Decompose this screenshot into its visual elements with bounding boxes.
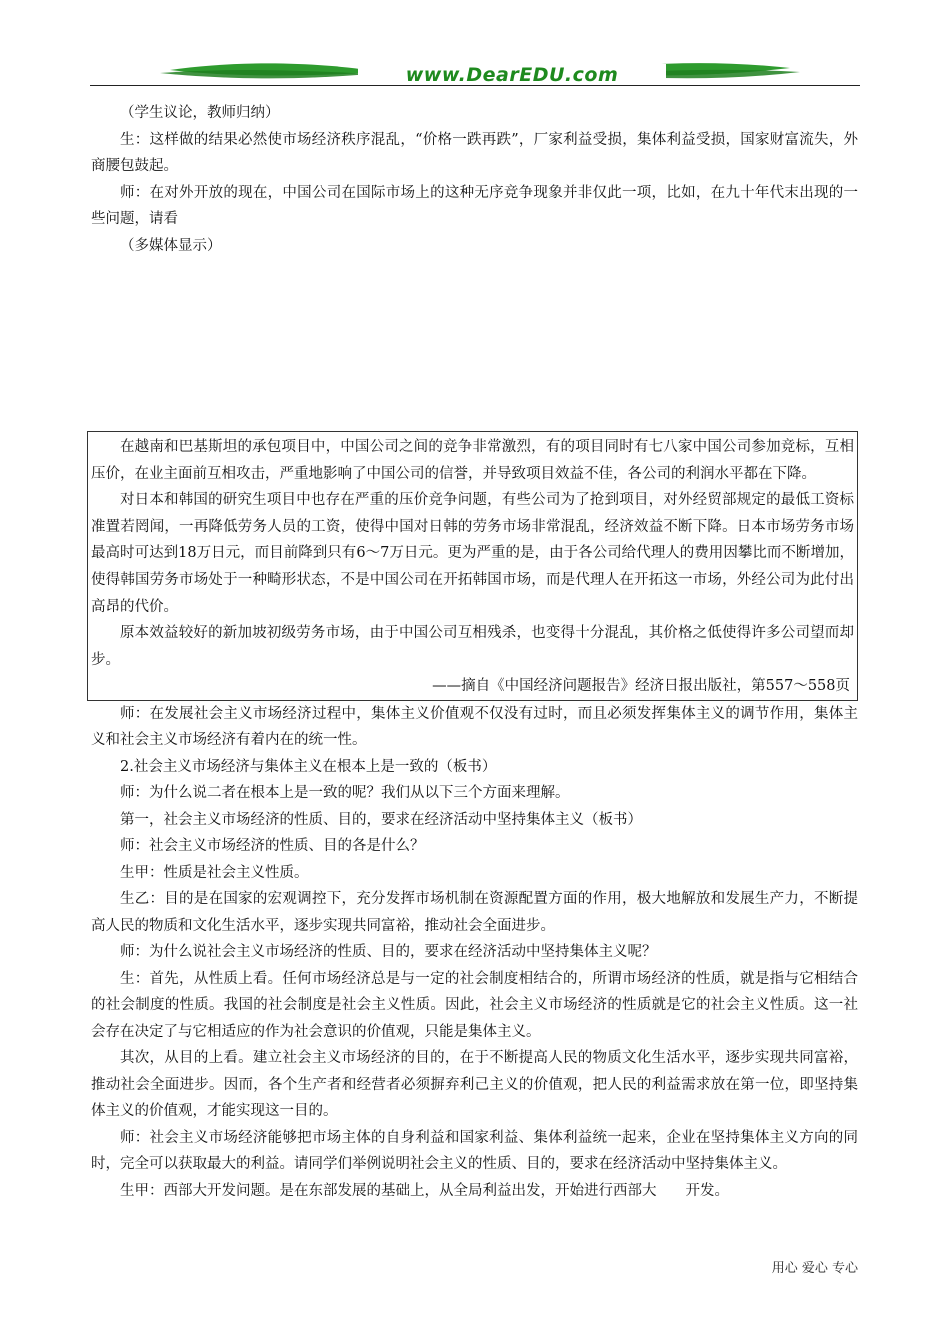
paragraph: （多媒体显示）: [120, 237, 222, 254]
quote-source: ——摘自《中国经济问题报告》经济日报出版社，第557～558页: [432, 678, 850, 695]
paragraph: （学生议论，教师归纳）: [120, 105, 280, 121]
paragraph: 师：为什么说二者在根本上是一致的呢？我们从以下三个方面来理解。: [120, 785, 570, 802]
paragraph: 生：这样做的结果必然使市场经济秩序混乱，“价格一跌再跌”，厂家利益受损，集体利益受损，国家财富流失，外商腰包鼓起。: [91, 131, 858, 174]
site-logo-text: www.DearEDU.com: [358, 64, 666, 86]
paragraph: 师：社会主义市场经济的性质、目的各是什么？: [120, 838, 425, 855]
paragraph: 生甲：性质是社会主义性质。: [120, 864, 309, 881]
paragraph: 生甲：西部大开发问题。是在东部发展的基础上，从全局利益出发，开始进行西部大 开发。: [120, 1182, 729, 1199]
page-footer: 用心 爱心 专心: [771, 1261, 858, 1276]
paragraph: 生乙：目的是在国家的宏观调控下，充分发挥市场机制在资源配置方面的作用，极大地解放和发展生产力，不断提高人民的物质和文化生活水平，逐步实现共同富裕，推动社会全面进步。: [91, 891, 858, 934]
quote-paragraph: 原本效益较好的新加坡初级劳务市场，由于中国公司互相残杀，也变得十分混乱，其价格之低使得许多公司望而却步。: [91, 625, 854, 668]
paragraph: 生：首先，从性质上看。任何市场经济总是与一定的社会制度相结合的，所谓市场经济的性质，就是指与它相结合的社会制度的性质。我国的社会制度是社会主义性质。因此，社会主义市场经济的性质就是它的社会主义性质。这一社会存在决定了与它相适应的作为社会意识的价值观，只能是集体主义。: [91, 970, 858, 1040]
paragraph: 师：为什么说社会主义市场经济的性质、目的，要求在经济活动中坚持集体主义呢？: [120, 944, 657, 961]
paragraph: 第一，社会主义市场经济的性质、目的，要求在经济活动中坚持集体主义（板书）: [120, 811, 642, 828]
paragraph: 师：社会主义市场经济能够把市场主体的自身利益和国家利益、集体利益统一起来，企业在坚持集体主义方向的同时，完全可以获取最大的利益。请同学们举例说明社会主义的性质、目的，要求在经济活动中坚持集体主义。: [91, 1129, 858, 1173]
blank-space: [91, 259, 858, 431]
paragraph: 2.社会主义市场经济与集体主义在根本上是一致的（板书）: [120, 758, 497, 775]
document-body: [91, 100, 858, 1204]
paragraph: 师：在对外开放的现在，中国公司在国际市场上的这种无序竞争现象并非仅此一项，比如，在九十年代末出现的一些问题，请看: [91, 184, 858, 227]
paragraph: 师：在发展社会主义市场经济过程中，集体主义价值观不仅没有过时，而且必须发挥集体主义的调节作用，集体主义和社会主义市场经济有着内在的统一性。: [91, 705, 858, 749]
quote-box: [87, 431, 858, 701]
quote-paragraph: 在越南和巴基斯坦的承包项目中，中国公司之间的竞争非常激烈，有的项目同时有七八家中国公司参加竞标，互相压价，在业主面前互相攻击，严重地影响了中国公司的信誉，并导致项目效益不佳，各公司的利润水平都在下降。: [91, 439, 854, 482]
page-header: [90, 58, 860, 92]
quote-paragraph: 对日本和韩国的研究生项目中也存在严重的压价竞争问题，有些公司为了抢到项目，对外经贸部规定的最低工资标准置若罔闻，一再降低劳务人员的工资，使得中国对日韩的劳务市场非常混乱，经济效益不断下降。日本市场劳务市场最高时可达到18万日元，而目前降到只有6～7万日元。更为严重的是，由于各公司给代理人的费用因攀比而不断增加，使得韩国劳务市场处于一种畸形状态，不是中国公司在开拓韩国市场，而是代理人在开拓这一市场，外经公司为此付出高昂的代价。: [91, 492, 854, 615]
header-rule: [90, 85, 860, 86]
paragraph: 其次，从目的上看。建立社会主义市场经济的目的，在于不断提高人民的物质文化生活水平，逐步实现共同富裕，推动社会全面进步。因而，各个生产者和经营者必须摒弃利己主义的价值观，把人民的利益需求放在第一位，即坚持集体主义的价值观，才能实现这一目的。: [91, 1050, 858, 1120]
